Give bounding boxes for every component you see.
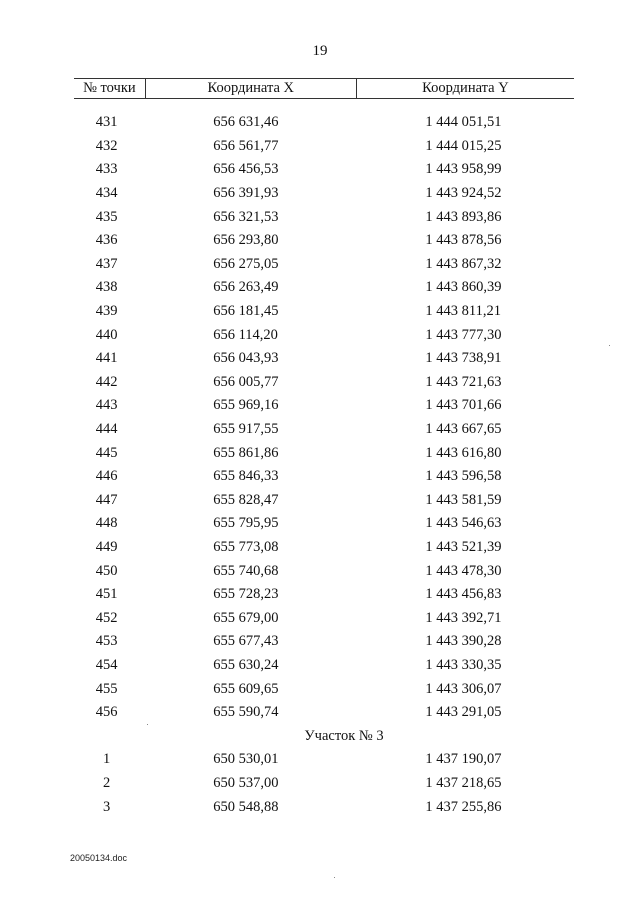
section-title: Участок № 3 [304,727,384,744]
document-filename: 20050134.doc [70,853,128,863]
coordinate-y-cell: 1 444 051,51 [425,114,502,131]
table-row [74,559,574,583]
point-number-cell: 455 [95,680,118,697]
point-number-cell: 450 [95,562,118,579]
point-number-cell: 442 [95,373,118,390]
coordinate-y-cell: 1 437 190,07 [425,751,502,768]
coordinate-x-cell: 656 321,53 [213,208,279,225]
coordinate-x-cell: 656 114,20 [213,326,278,343]
point-number-cell: 435 [95,208,118,225]
coordinate-y-cell: 1 443 546,63 [425,515,502,532]
scan-speck [609,345,610,346]
coordinate-y-cell: 1 443 811,21 [425,303,501,320]
table-row [74,677,574,701]
table-row [74,276,574,300]
coordinate-y-cell: 1 443 860,39 [425,279,502,296]
table-row [74,512,574,536]
coordinate-y-cell: 1 443 867,32 [425,255,502,272]
coordinate-x-cell: 656 456,53 [213,161,279,178]
section-heading-row [74,724,574,748]
table-row [74,583,574,607]
coordinate-x-cell: 655 679,00 [213,609,279,626]
coordinate-y-cell: 1 443 392,71 [425,609,502,626]
coordinate-x-cell: 655 740,68 [213,562,279,579]
table-row [74,253,574,277]
table-row [74,489,574,513]
coordinate-x-cell: 650 530,01 [213,751,279,768]
coordinate-y-cell: 1 443 738,91 [425,350,502,367]
coordinate-y-cell: 1 443 616,80 [425,444,502,461]
coordinate-x-cell: 656 043,93 [213,350,279,367]
point-number-cell: 441 [95,350,118,367]
coordinate-y-cell: 1 443 777,30 [425,326,502,343]
coordinate-x-cell: 655 828,47 [213,491,279,508]
coordinate-x-cell: 656 181,45 [213,303,279,320]
table-row [74,111,574,135]
coordinate-x-cell: 655 677,43 [213,633,279,650]
coordinate-x-cell: 655 917,55 [213,421,279,438]
coordinate-y-cell: 1 443 390,28 [425,633,502,650]
coordinate-x-cell: 656 293,80 [213,232,279,249]
coordinate-y-cell: 1 443 721,63 [425,373,502,390]
table-row [74,229,574,253]
coordinate-x-cell: 656 005,77 [213,373,279,390]
table-spacer [74,99,574,112]
coordinate-x-cell: 655 795,95 [213,515,279,532]
table-row [74,371,574,395]
coordinate-x-cell: 650 537,00 [213,774,279,791]
table-row [74,536,574,560]
point-number-cell: 432 [95,137,118,154]
table-row [74,394,574,418]
coordinate-x-cell: 650 548,88 [213,798,279,815]
point-number-cell: 444 [95,421,118,438]
point-number-cell: 436 [95,232,118,249]
point-number-cell: 431 [95,114,118,131]
table-row [74,300,574,324]
table-row [74,748,574,772]
point-number-cell: 451 [95,586,118,603]
table-row [74,347,574,371]
point-number-cell: 445 [95,444,118,461]
point-number-cell: 1 [102,751,111,768]
table-row [74,606,574,630]
table-row [74,441,574,465]
table-row [74,654,574,678]
coordinate-x-cell: 656 391,93 [213,185,279,202]
table-row [74,323,574,347]
coordinate-y-cell: 1 443 330,35 [425,656,502,673]
coordinate-y-cell: 1 437 218,65 [425,774,502,791]
point-number-cell: 434 [95,185,118,202]
coordinate-x-cell: 656 263,49 [213,279,279,296]
point-number-cell: 439 [95,303,118,320]
point-number-cell: 433 [95,161,118,178]
coordinate-x-cell: 655 846,33 [213,468,279,485]
coordinate-y-cell: 1 437 255,86 [425,798,502,815]
coordinate-x-cell: 656 631,46 [213,114,279,131]
scan-speck [147,724,148,725]
point-number-cell: 437 [95,255,118,272]
coordinate-y-cell: 1 443 924,52 [425,185,502,202]
coordinate-y-cell: 1 443 596,58 [425,468,502,485]
table-row [74,182,574,206]
scan-speck [334,877,335,878]
point-number-cell: 446 [95,468,118,485]
coordinate-y-cell: 1 443 456,83 [425,586,502,603]
coordinate-x-cell: 655 773,08 [213,538,279,555]
point-number-cell: 449 [95,538,118,555]
point-number-cell: 440 [95,326,118,343]
coordinate-y-cell: 1 443 893,86 [425,208,502,225]
table-row [74,418,574,442]
point-number-cell: 448 [95,515,118,532]
table-row [74,158,574,182]
table-row [74,465,574,489]
point-number-cell: 454 [95,656,118,673]
table-row [74,630,574,654]
coordinate-x-cell: 656 561,77 [213,137,279,154]
header-point-number: № точки [74,79,145,99]
coordinate-y-cell: 1 443 478,30 [425,562,502,579]
point-number-cell: 2 [102,774,111,791]
header-coordinate-y: Координата Y [356,79,574,99]
table-row [74,135,574,159]
table-row [74,701,574,725]
coordinate-x-cell: 656 275,05 [213,255,279,272]
point-number-cell: 438 [95,279,118,296]
coordinate-x-cell: 655 861,86 [213,444,279,461]
coordinate-y-cell: 1 443 306,07 [425,680,502,697]
table-row [74,772,574,796]
point-number-cell: 3 [102,798,111,815]
coordinate-y-cell: 1 443 581,59 [425,491,502,508]
coordinate-y-cell: 1 443 701,66 [425,397,502,414]
coordinate-y-cell: 1 443 878,56 [425,232,502,249]
coordinate-y-cell: 1 443 667,65 [425,421,502,438]
page-number: 19 [312,43,328,59]
coordinate-y-cell: 1 444 015,25 [425,137,502,154]
coordinate-x-cell: 655 630,24 [213,656,279,673]
point-number-cell: 452 [95,609,118,626]
table-row [74,205,574,229]
coordinate-y-cell: 1 443 291,05 [425,704,502,721]
table-header-row [74,79,574,99]
coordinate-x-cell: 655 969,16 [213,397,279,414]
coordinates-table [74,78,574,819]
point-number-cell: 447 [95,491,118,508]
coordinate-x-cell: 655 728,23 [213,586,279,603]
table-row [74,795,574,819]
coordinate-x-cell: 655 609,65 [213,680,279,697]
point-number-cell: 443 [95,397,118,414]
point-number-cell: 453 [95,633,118,650]
coordinate-y-cell: 1 443 521,39 [425,538,502,555]
point-number-cell: 456 [95,704,118,721]
header-coordinate-x: Координата X [145,79,356,99]
coordinate-x-cell: 655 590,74 [213,704,279,721]
coordinate-y-cell: 1 443 958,99 [425,161,502,178]
